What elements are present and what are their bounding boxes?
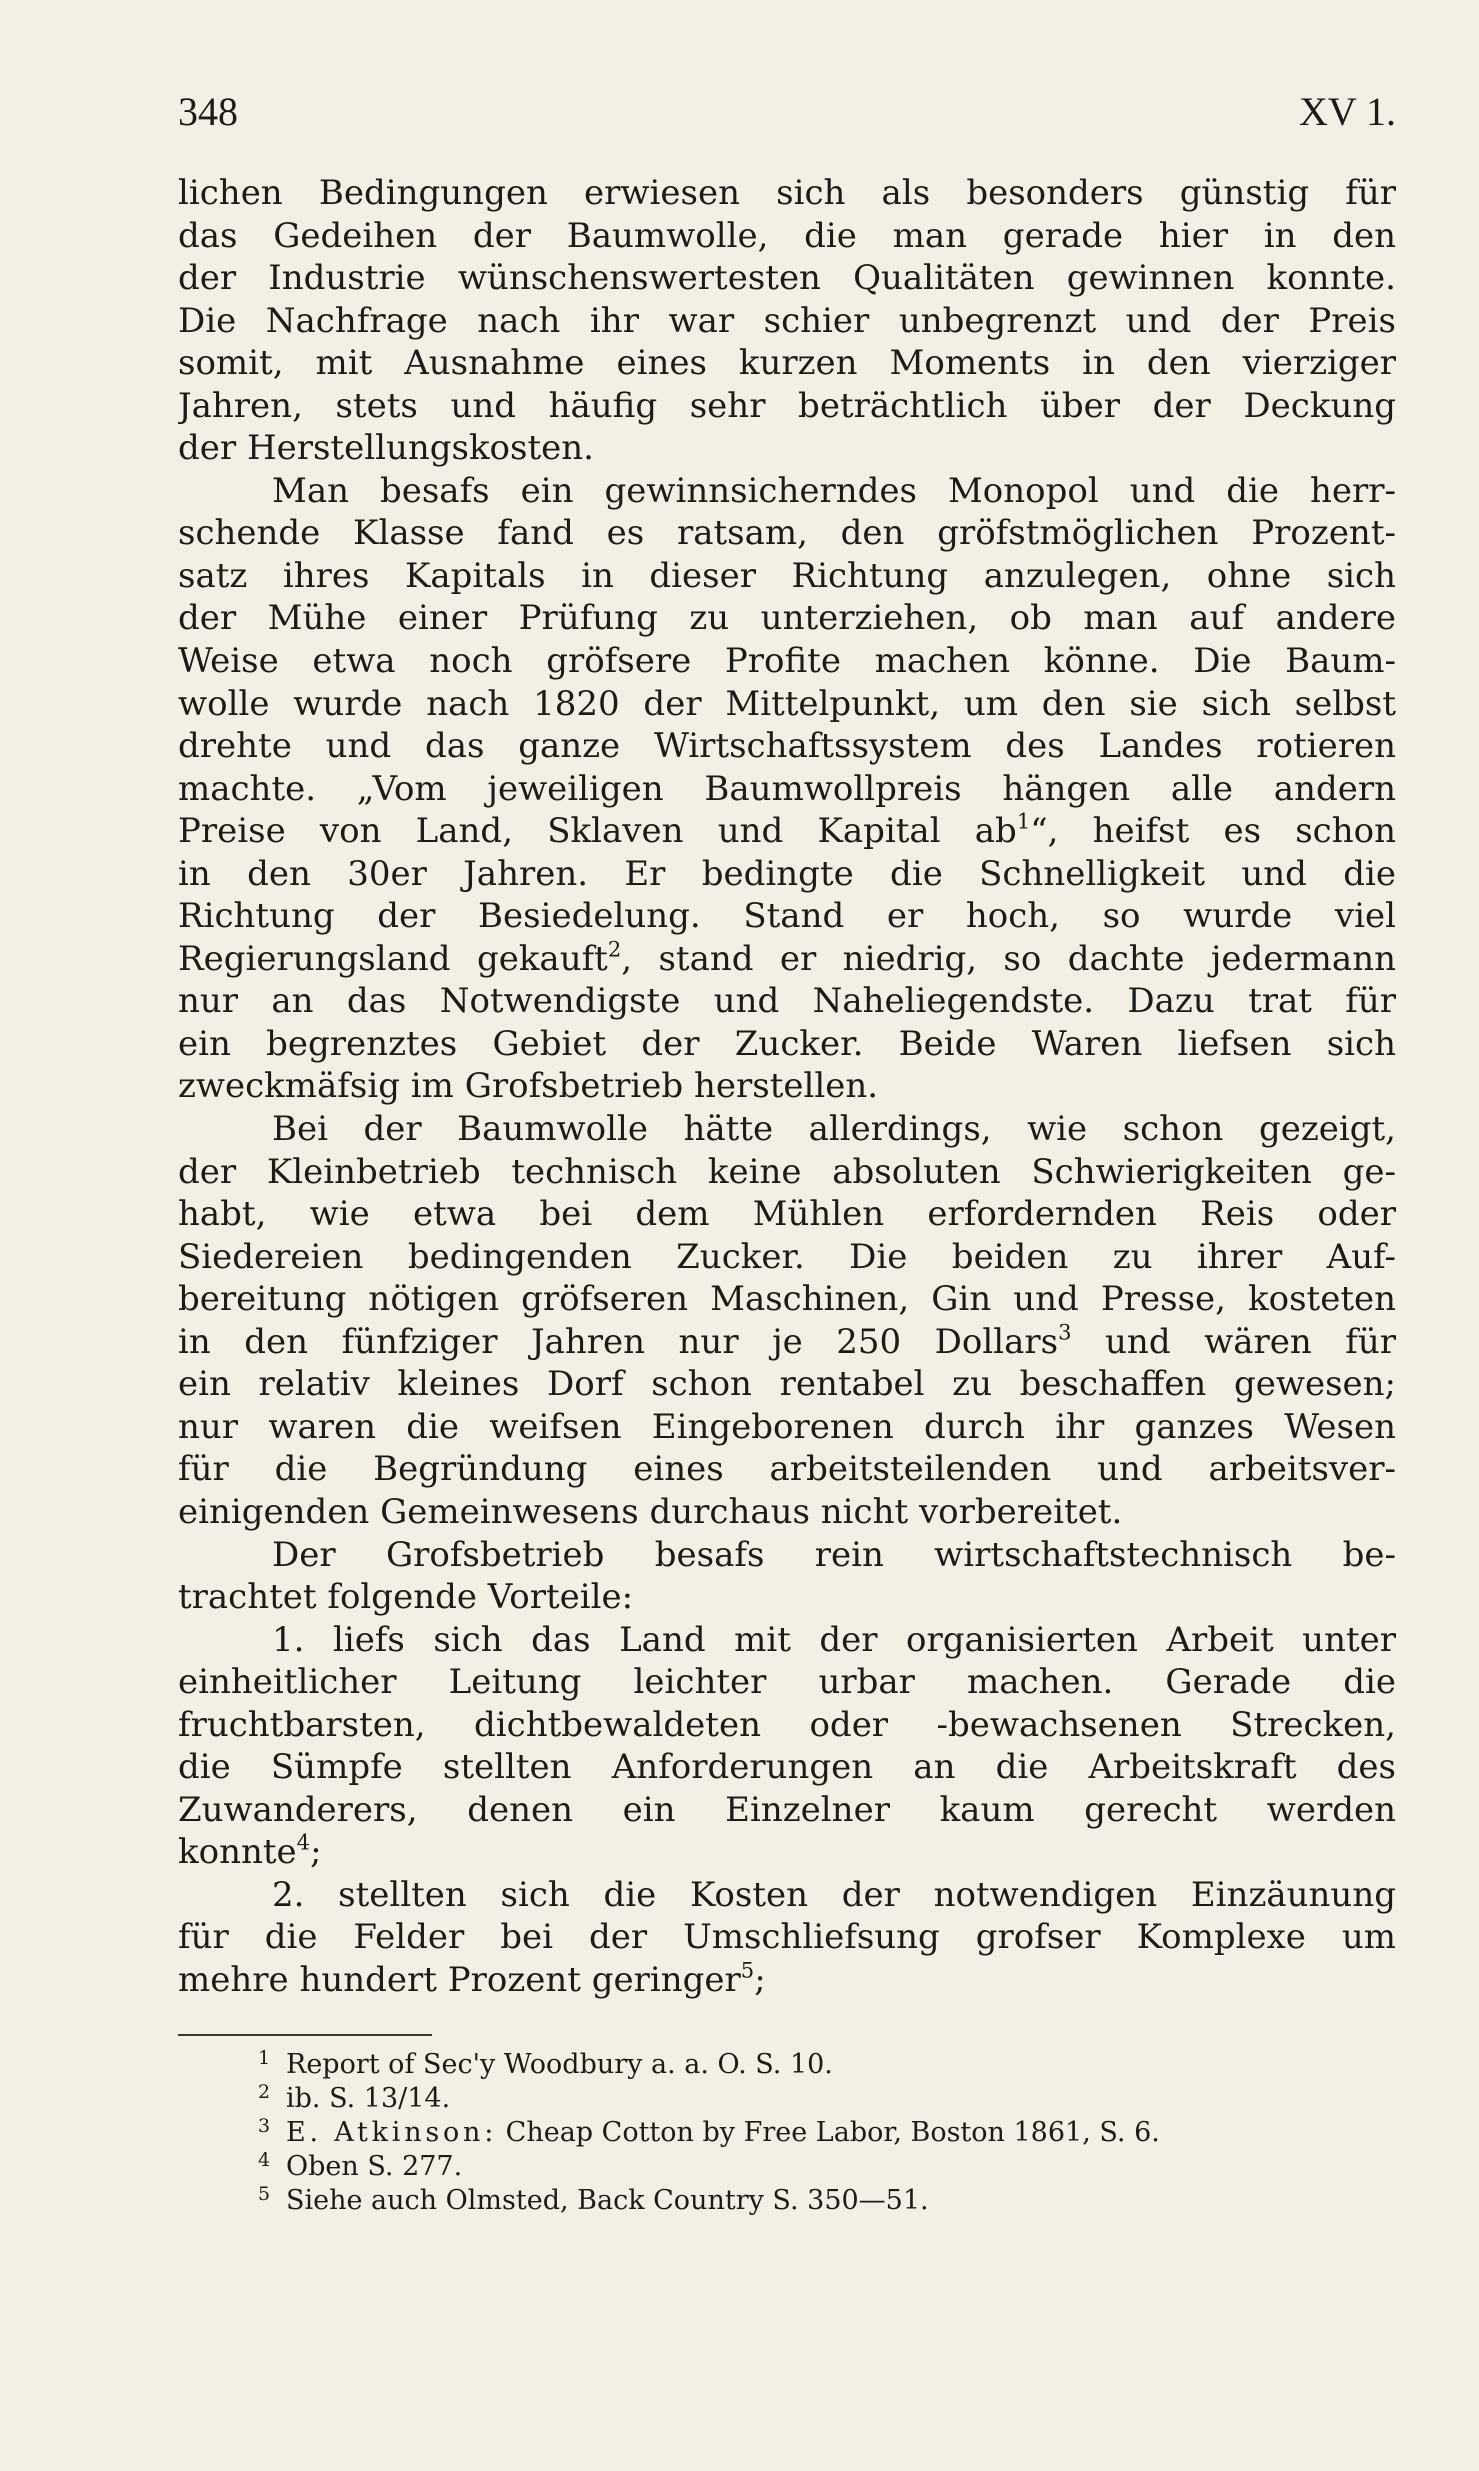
list-item-1 bbox=[178, 1619, 1396, 1874]
footnote-text: Cheap Cotton by Free Labor, Boston 1861, S. 6. bbox=[497, 2117, 1160, 2148]
text-line: machte. „Vom jeweiligen Baumwollpreis hängen alle andern bbox=[178, 768, 1396, 809]
text-line: ein relativ kleines Dorf schon rentabel zu beschaffen gewesen; bbox=[178, 1364, 1396, 1405]
text-line: wolle wurde nach 1820 der Mittelpunkt, um den sie sich selbst bbox=[178, 683, 1396, 724]
text-line: der Industrie wünschenswertesten Qualitäten gewinnen konnte. bbox=[178, 258, 1396, 299]
text-run: ; bbox=[310, 1832, 322, 1873]
text-run: Regierungsland gekauft bbox=[178, 938, 608, 979]
text-line: trachtet folgende Vorteile: bbox=[178, 1577, 634, 1618]
text-line: ein begrenztes Gebiet der Zucker. Beide Waren liefsen sich bbox=[178, 1023, 1396, 1064]
footnote-author: E. Atkinson: bbox=[286, 2117, 498, 2148]
text-line: Zuwanderers, denen ein Einzelner kaum gerecht werden bbox=[178, 1789, 1396, 1830]
text-line: somit, mit Ausnahme eines kurzen Moments in den vierziger bbox=[178, 343, 1396, 384]
footnote-text: Oben S. 277. bbox=[286, 2151, 463, 2182]
text-line: lichen Bedingungen erwiesen sich als besonders günstig für bbox=[178, 173, 1396, 213]
paragraph-3 bbox=[178, 1108, 1396, 1533]
footnote-ref-1: 1 bbox=[1016, 810, 1031, 834]
footnote: 3 E. Atkinson: Cheap Cotton by Free Labor, Boston 1861, S. 6. bbox=[258, 2114, 1160, 2148]
text-line: drehte und das ganze Wirtschaftssystem des Landes rotieren bbox=[178, 726, 1396, 767]
footnote: 4 Oben S. 277. bbox=[258, 2148, 463, 2182]
text-line: Die Nachfrage nach ihr war schier unbegrenzt und der Preis bbox=[178, 300, 1396, 341]
text-run: mehre hundert Prozent geringer bbox=[178, 1959, 741, 2000]
text-line bbox=[178, 1959, 1396, 2002]
text-line: schende Klasse fand es ratsam, den gröfstmöglichen Prozent- bbox=[178, 513, 1396, 554]
footnote-ref-2: 2 bbox=[607, 937, 622, 962]
closing-quote: “ bbox=[1030, 811, 1048, 852]
text-line: nur waren die weifsen Eingeborenen durch ihr ganzes Wesen bbox=[178, 1406, 1396, 1447]
footnote-text: Report of Sec'y Woodbury a. a. O. S. 10. bbox=[286, 2049, 833, 2080]
paragraph-4 bbox=[178, 1534, 1396, 1619]
text-line: das Gedeihen der Baumwolle, die man gerade hier in den bbox=[178, 215, 1396, 256]
text-line: für die Begründung eines arbeitsteilenden und arbeitsver- bbox=[178, 1449, 1396, 1490]
list-item-2 bbox=[178, 1874, 1396, 2002]
text-line: der Mühe einer Prüfung zu unterziehen, ob man auf andere bbox=[178, 598, 1396, 639]
text-line: fruchtbarsten, dichtbewaldeten oder -bewachsenen Strecken, bbox=[178, 1704, 1396, 1745]
text-line: satz ihres Kapitals in dieser Richtung anzulegen, ohne sich bbox=[178, 555, 1396, 596]
footnotes bbox=[258, 2048, 1398, 2218]
text-line bbox=[178, 938, 1396, 981]
text-run: und wären für bbox=[1071, 1321, 1396, 1362]
text-line: Richtung der Besiedelung. Stand er hoch, so wurde viel bbox=[178, 896, 1396, 937]
footnote: 5 Siehe auch Olmsted, Back Country S. 350—51. bbox=[258, 2182, 929, 2216]
footnote: 2 ib. S. 13/14. bbox=[258, 2080, 451, 2114]
text-line: Man besafs ein gewinnsicherndes Monopol und die herr- bbox=[272, 470, 1396, 511]
footnote-text: ib. S. 13/14. bbox=[286, 2083, 451, 2114]
text-line: die Sümpfe stellten Anforderungen an die Arbeitskraft des bbox=[178, 1747, 1396, 1788]
section-marker: XV 1. bbox=[1298, 89, 1396, 134]
text-line: 1. liefs sich das Land mit der organisierten Arbeit unter bbox=[272, 1619, 1396, 1660]
text-line: zweckmäfsig im Grofsbetrieb herstellen. bbox=[178, 1066, 879, 1107]
text-line: der Herstellungskosten. bbox=[178, 428, 594, 469]
running-header bbox=[178, 88, 1396, 136]
text-run: , stand er niedrig, so dachte jedermann bbox=[621, 938, 1396, 979]
text-line: einheitlicher Leitung leichter urbar machen. Gerade die bbox=[178, 1662, 1396, 1703]
text-line: Siedereien bedingenden Zucker. Die beiden zu ihrer Auf- bbox=[178, 1236, 1396, 1277]
text-run: , heifst es schon bbox=[1047, 811, 1396, 852]
text-line: für die Felder bei der Umschliefsung grofser Komplexe um bbox=[178, 1917, 1396, 1958]
text-run: konnte bbox=[178, 1832, 297, 1873]
footnote-ref-5: 5 bbox=[740, 1958, 755, 1983]
text-run: Preise von Land, Sklaven und Kapital ab bbox=[178, 811, 1017, 852]
text-line: Bei der Baumwolle hätte allerdings, wie schon gezeigt, bbox=[272, 1109, 1396, 1150]
page-number: 348 bbox=[178, 89, 238, 134]
text-line bbox=[178, 1831, 1396, 1874]
text-line: bereitung nötigen gröfseren Maschinen, Gin und Presse, kosteten bbox=[178, 1279, 1396, 1320]
text-line: Der Grofsbetrieb besafs rein wirtschaftstechnisch be- bbox=[272, 1534, 1396, 1575]
text-line bbox=[178, 1321, 1396, 1364]
footnote-text: Siehe auch Olmsted, Back Country S. 350—51. bbox=[286, 2185, 929, 2216]
paragraph-1 bbox=[178, 172, 1396, 470]
text-line: 2. stellten sich die Kosten der notwendigen Einzäunung bbox=[272, 1874, 1396, 1915]
body-text bbox=[178, 172, 1396, 2002]
footnote-ref-4: 4 bbox=[296, 1831, 311, 1855]
footnote-divider bbox=[178, 2034, 432, 2036]
text-line: Jahren, stets und häufig sehr beträchtlich über der Deckung bbox=[178, 385, 1396, 426]
text-line: einigenden Gemeinwesens durchaus nicht vorbereitet. bbox=[178, 1491, 1123, 1532]
text-line: in den 30er Jahren. Er bedingte die Schnelligkeit und die bbox=[178, 853, 1396, 894]
text-run: ; bbox=[754, 1959, 766, 2000]
text-line: der Kleinbetrieb technisch keine absoluten Schwierigkeiten ge- bbox=[178, 1151, 1396, 1192]
footnote: 1 Report of Sec'y Woodbury a. a. O. S. 10. bbox=[258, 2046, 833, 2080]
text-line: Weise etwa noch gröfsere Profite machen könne. Die Baum- bbox=[178, 641, 1396, 682]
text-line bbox=[178, 810, 1396, 853]
text-line: habt, wie etwa bei dem Mühlen erfordernden Reis oder bbox=[178, 1194, 1396, 1235]
footnote-ref-3: 3 bbox=[1058, 1320, 1072, 1345]
text-run: in den fünfziger Jahren nur je 250 Dollars bbox=[178, 1321, 1059, 1362]
paragraph-2 bbox=[178, 470, 1396, 1108]
text-line: nur an das Notwendigste und Naheliegendste. Dazu trat für bbox=[178, 981, 1396, 1022]
